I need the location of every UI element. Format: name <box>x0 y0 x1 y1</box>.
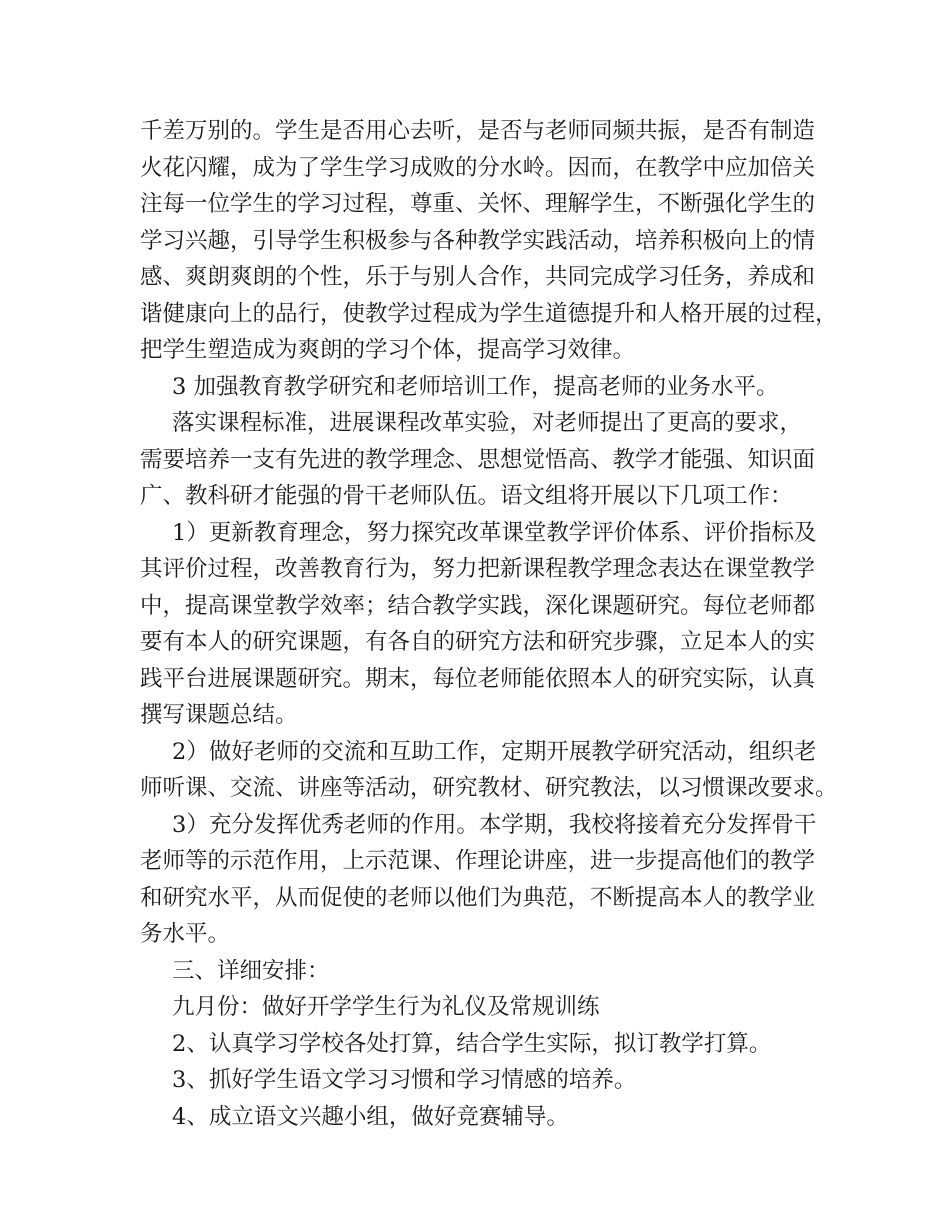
document-body <box>140 113 838 1135</box>
section-heading: 三、详细安排： <box>172 957 330 984</box>
text-line: 撰写课题总结。 <box>140 702 298 728</box>
text-line: 务水平。 <box>140 921 231 947</box>
text-line: 注每一位学生的学习过程，尊重、关怀、理解学生，不断强化学生的 <box>140 191 816 217</box>
text-line: 需要培养一支有先进的教学理念、思想觉悟高、教学才能强、知识面 <box>140 446 816 473</box>
list-item: 3）充分发挥优秀老师的作用。本学期，我校将接着充分发挥骨干 <box>172 811 817 838</box>
list-item: 2）做好老师的交流和互助工作，定期开展教学研究活动，组织老 <box>172 738 817 765</box>
text-line: 师听课、交流、讲座等活动，研究教材、研究教法，以习惯课改要求。 <box>140 775 838 801</box>
text-line: 把学生塑造成为爽朗的学习个体，提高学习效律。 <box>140 337 636 363</box>
text-line: 要有本人的研究课题，有各自的研究方法和研究步骤，立足本人的实 <box>140 629 816 655</box>
text-line: 其评价过程，改善教育行为，努力把新课程教学理念表达在课堂教学 <box>140 556 816 582</box>
text-line: 落实课程标准，进展课程改革实验，对老师提出了更高的要求， <box>172 410 803 436</box>
text-line: 学习兴趣，引导学生积极参与各种教学实践活动，培养积极向上的情 <box>140 227 816 254</box>
text-line: 践平台进展课题研究。期末，每位老师能依照本人的研究实际，认真 <box>140 665 816 692</box>
text-line: 老师等的示范作用，上示范课、作理论讲座，进一步提高他们的教学 <box>140 848 816 874</box>
section-heading: 3 加强教育教学研究和老师培训工作，提高老师的业务水平。 <box>172 373 779 400</box>
text-line: 感、爽朗爽朗的个性，乐于与别人合作，共同完成学习任务，养成和 <box>140 264 816 290</box>
text-line: 广、教科研才能强的骨干老师队伍。语文组将开展以下几项工作： <box>140 483 793 509</box>
list-item: 3、抓好学生语文学习习惯和学习情感的培养。 <box>172 1067 637 1093</box>
list-item: 九月份：做好开学学生行为礼仪及常规训练 <box>172 994 600 1020</box>
list-item: 1）更新教育理念，努力探究改革课堂教学评价体系、评价指标及 <box>172 519 817 546</box>
text-line: 火花闪耀，成为了学生学习成败的分水岭。因而，在教学中应加倍关 <box>140 154 816 181</box>
text-line: 中，提高课堂教学效率；结合教学实践，深化课题研究。每位老师都 <box>140 592 816 619</box>
list-item: 2、认真学习学校各处打算，结合学生实际，拟订教学打算。 <box>172 1030 772 1057</box>
text-line: 和研究水平，从而促使的老师以他们为典范，不断提高本人的教学业 <box>140 884 816 911</box>
text-line: 千差万别的。学生是否用心去听，是否与老师同频共振，是否有制造 <box>140 118 816 144</box>
text-line: 谐健康向上的品行，使教学过程成为学生道德提升和人格开展的过程， <box>140 300 838 327</box>
list-item: 4、成立语文兴趣小组，做好竞赛辅导。 <box>172 1103 569 1130</box>
